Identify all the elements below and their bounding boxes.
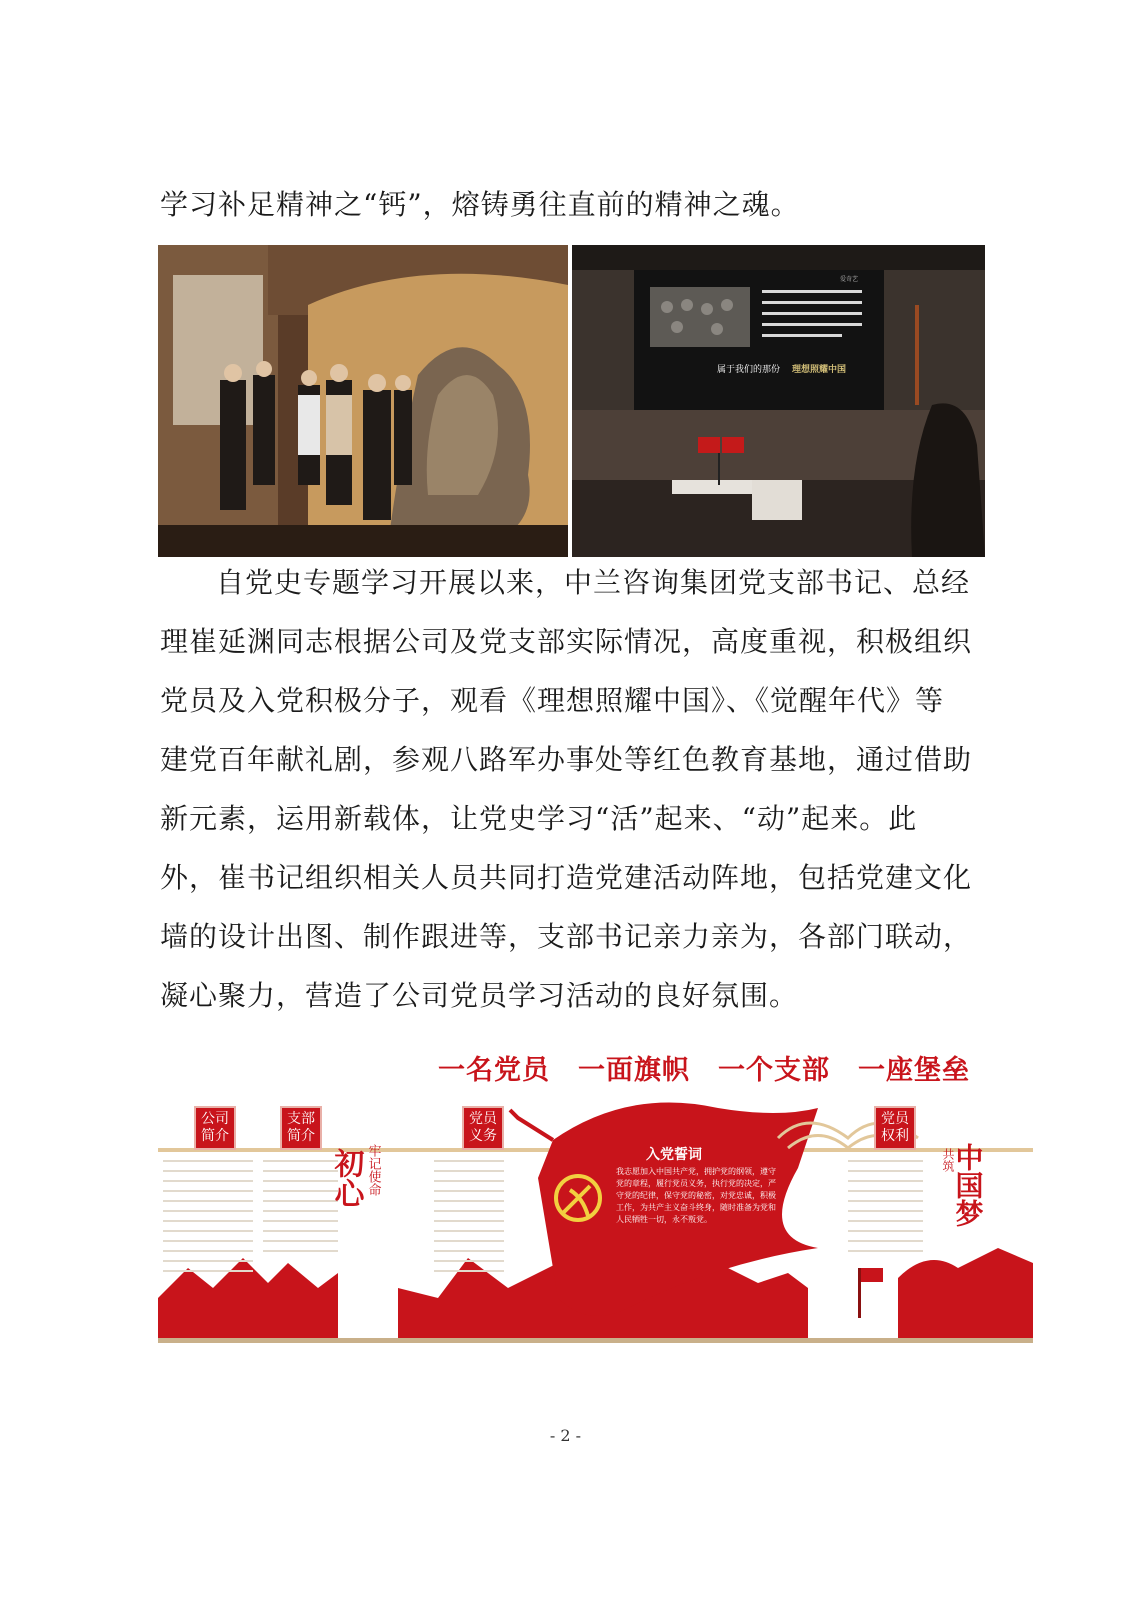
page-number: - 2 - [549,1426,582,1445]
screen-caption: 属于我们的那份 [717,365,781,375]
oath-text: 我志愿加入中国共产党，拥护党的纲领，遵守党的章程，履行党员义务，执行党的决定，严守党的纪律，保守党的秘密，对党忠诚，积极工作，为共产主义奋斗终身，随时准备为党和人民牺牲一切，永不叛党。 [616,1167,776,1224]
badge-member-duties: 党员义务 [462,1106,504,1150]
party-culture-wall-photo [158,1048,1033,1383]
film-screening-photo [572,245,985,557]
paragraph-line-6: 外，崔书记组织相关人员共同打造党建活动阵地，包括党建文化 [160,861,973,894]
calligraphy-chuxin: 初心 [328,1148,364,1208]
oath-title: 入党誓词 [646,1147,702,1163]
paragraph-line-4: 建党百年献礼剧，参观八路军办事处等红色教育基地，通过借助 [160,743,973,776]
paragraph-line-2: 理崔延渊同志根据公司及党支部实际情况，高度重视，积极组织 [160,625,973,658]
paragraph-line-7: 墙的设计出图、制作跟进等，支部书记亲力亲为，各部门联动， [160,920,973,953]
screen-logo: 理想照耀中国 [792,365,847,375]
wall-graphics [158,1048,1033,1383]
paragraph-line-3: 党员及入党积极分子，观看《理想照耀中国》、《觉醒年代》等 [160,684,945,717]
badge-member-rights: 党员权利 [874,1106,916,1150]
text-line-top: 学习补足精神之“钙”，熔铸勇往直前的精神之魂。 [160,188,800,221]
paragraph-line-1: 自党史专题学习开展以来，中兰咨询集团党支部书记、总经 [216,566,971,599]
wall-slogan: 一名党员 一面旗帜 一个支部 一座堡垒 [438,1055,970,1086]
museum-visit-photo [158,245,568,557]
paragraph-line-5: 新元素，运用新载体，让党史学习“活”起来、“动”起来。此 [160,802,918,835]
badge-branch-intro: 支部简介 [280,1106,322,1150]
calligraphy-zhongguomeng: 中国梦 [951,1143,985,1227]
badge-company-intro: 公司简介 [194,1106,236,1150]
paragraph-line-8: 凝心聚力，营造了公司党员学习活动的良好氛围。 [160,979,799,1012]
photo-row [158,245,985,557]
screen-corner-logo: 爱奇艺 [840,276,859,283]
calligraphy-zhongguomeng-sub: 共筑 [941,1148,955,1172]
calligraphy-chuxin-sub: 牢记使命 [365,1144,381,1196]
